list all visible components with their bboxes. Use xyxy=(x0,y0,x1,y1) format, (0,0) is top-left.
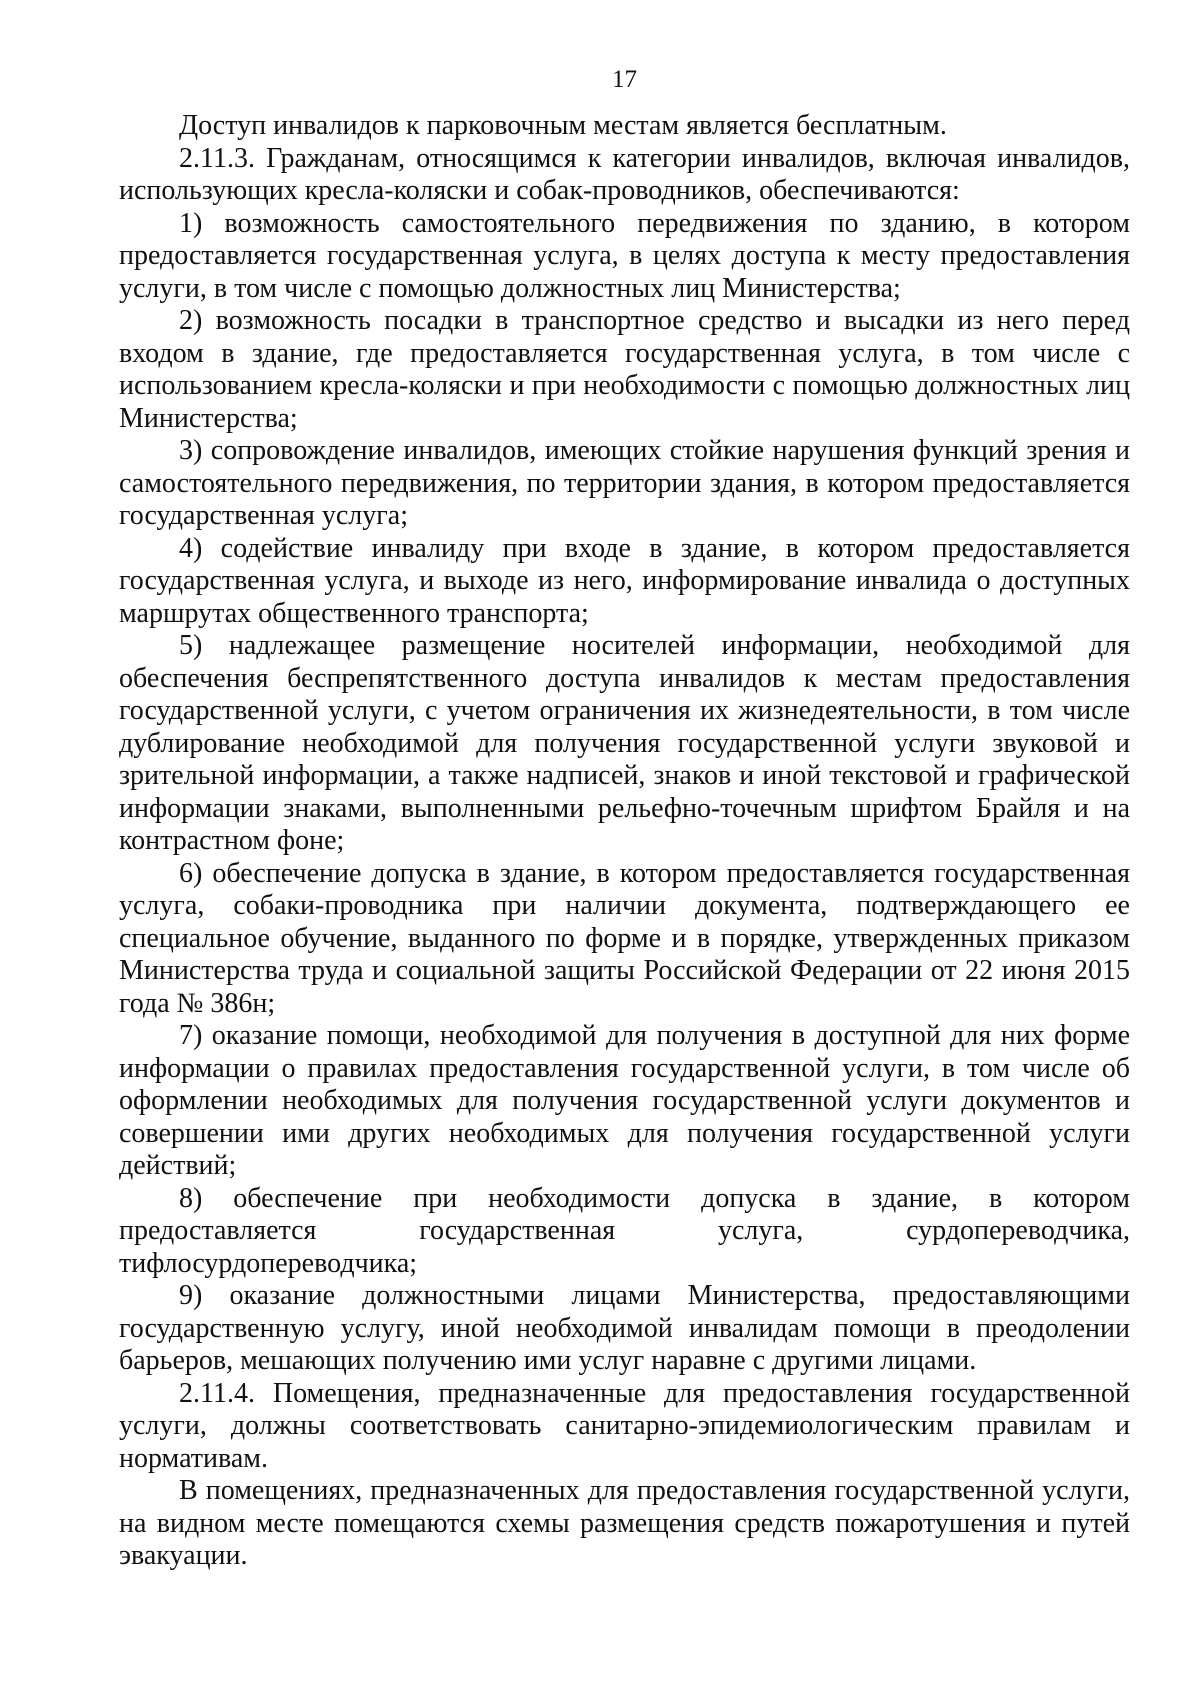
paragraph-parking-free: Доступ инвалидов к парковочным местам является бесплатным. xyxy=(179,110,947,141)
page-number: 17 xyxy=(612,66,637,93)
paragraph-2-11-3: 2.11.3. Гражданам, относящимся к категории инвалидов, включая инвалидов, использующих кресла-коляски и собак-проводников, обеспечиваются: xyxy=(119,142,1130,206)
paragraph-2-11-4: 2.11.4. Помещения, предназначенные для предоставления государственной услуги, должны соответствовать санитарно-эпидемиологическим правилам и нормативам. xyxy=(119,1377,1130,1474)
list-item-9: 9) оказание должностными лицами Министерства, предоставляющими государственную услугу, иной необходимой инвалидам помощи в преодолении барьеров, мешающих получению ими услуг наравне с другими лицами. xyxy=(119,1280,1130,1376)
list-item-8: 8) обеспечение при необходимости допуска в здание, в котором предоставляется государственная услуга, сурдопереводчика, тифлосурдопереводчика; xyxy=(119,1182,1130,1279)
document-page xyxy=(119,66,1130,1573)
list-item-6: 6) обеспечение допуска в здание, в котором предоставляется государственная услуга, собаки-проводника при наличии документа, подтверждающего ее специальное обучение, выданного по форме и в порядке, утвержденных приказом Министерства труда и социальной защиты Российской Федерации от 22 июня 2015 года № 386н; xyxy=(119,857,1130,1019)
list-item-3: 3) сопровождение инвалидов, имеющих стойкие нарушения функций зрения и самостоятельного передвижения, по территории здания, в котором предоставляется государственная услуга; xyxy=(119,435,1130,531)
paragraph-evacuation-schemes: В помещениях, предназначенных для предоставления государственной услуги, на видном месте помещаются схемы размещения средств пожаротушения и путей эвакуации. xyxy=(119,1475,1130,1571)
list-item-1: 1) возможность самостоятельного передвижения по зданию, в котором предоставляется государственная услуга, в целях доступа к месту предоставления услуги, в том числе с помощью должностных лиц Министерства; xyxy=(119,207,1130,304)
list-item-2: 2) возможность посадки в транспортное средство и высадки из него перед входом в здание, где предоставляется государственная услуга, в том числе с использованием кресла-коляски и при необходимости с помощью должностных лиц Министерства; xyxy=(119,305,1130,434)
list-item-5: 5) надлежащее размещение носителей информации, необходимой для обеспечения беспрепятственного доступа инвалидов к местам предоставления государственной услуги, с учетом ограничения их жизнедеятельности, в том числе дублирование необходимой для получения государственной услуги звуковой и зрительной информации, а также надписей, знаков и иной текстовой и графической информации знаками, выполненными рельефно-точечным шрифтом Брайля и на контрастном фоне; xyxy=(119,630,1130,856)
list-item-7: 7) оказание помощи, необходимой для получения в доступной для них форме информации о правилах предоставления государственной услуги, в том числе об оформлении необходимых для получения государственной услуги документов и совершении ими других необходимых для получения государственной услуги действий; xyxy=(119,1020,1130,1181)
list-item-4: 4) содействие инвалиду при входе в здание, в котором предоставляется государственная услуга, и выходе из него, информирование инвалида о доступных маршрутах общественного транспорта; xyxy=(119,532,1130,629)
